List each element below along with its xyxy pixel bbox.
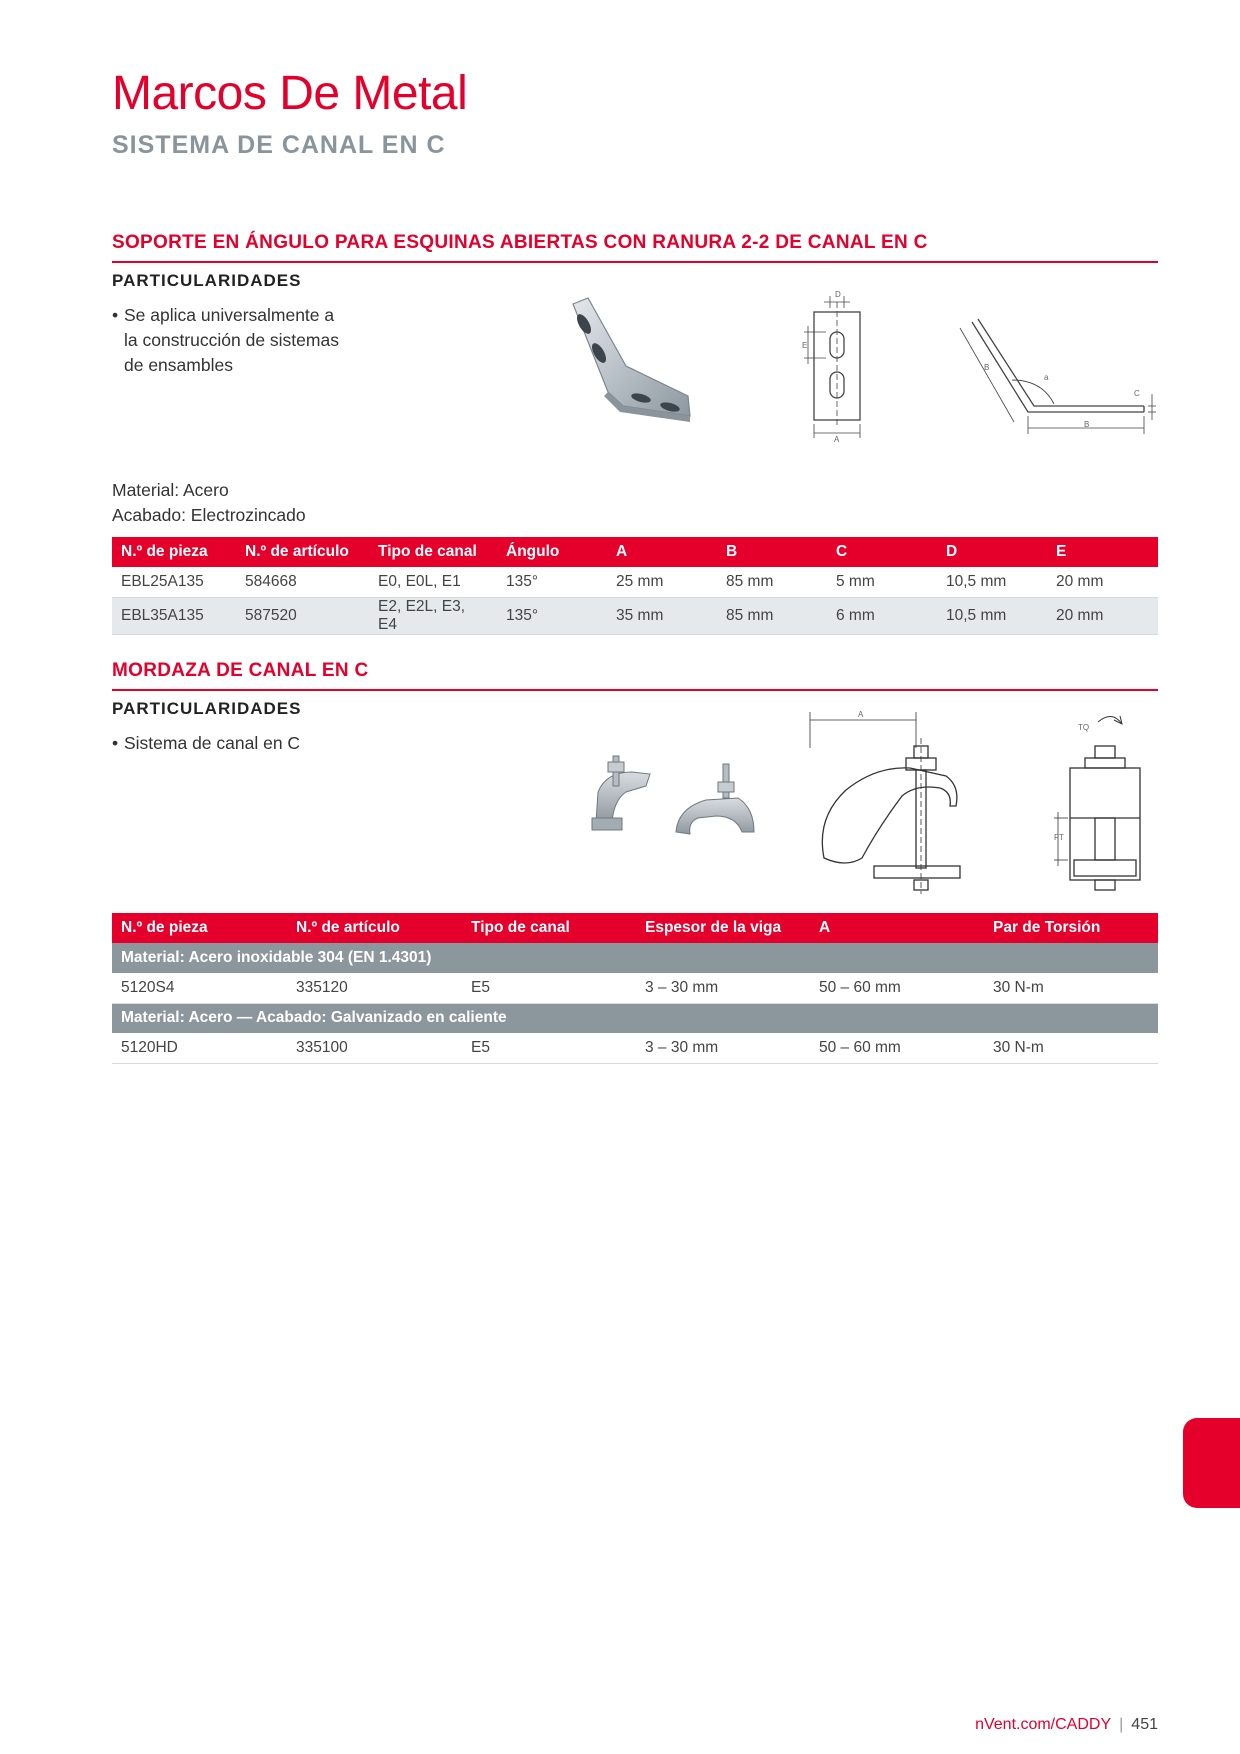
- table-cell: E5: [462, 1033, 636, 1063]
- angle-bracket-table: [112, 537, 1158, 635]
- col-header: B: [717, 537, 827, 567]
- beam-clamp-image: [586, 752, 766, 842]
- dim-label-b: B: [984, 363, 990, 372]
- table-cell: 3 – 30 mm: [636, 1033, 810, 1063]
- dim-label-d: D: [835, 290, 841, 299]
- table-row: [112, 973, 1158, 1003]
- material-line: Material: Acero: [112, 480, 229, 500]
- col-header: N.º de pieza: [112, 537, 236, 567]
- col-header: Espesor de la viga: [636, 913, 810, 943]
- bullet-line: de ensambles: [124, 355, 233, 375]
- material-group-label: Material: Acero — Acabado: Galvanizado en caliente: [112, 1003, 1158, 1033]
- table-cell: 85 mm: [717, 597, 827, 634]
- table-cell: 335120: [287, 973, 462, 1003]
- col-header: A: [607, 537, 717, 567]
- table-header-row: [112, 913, 1158, 943]
- table-cell: 20 mm: [1047, 567, 1158, 597]
- table-cell: E5: [462, 973, 636, 1003]
- dim-label-e: E: [802, 341, 808, 350]
- table-cell: EBL35A135: [112, 597, 236, 634]
- dim-label-a: A: [858, 710, 864, 719]
- table-cell: 3 – 30 mm: [636, 973, 810, 1003]
- table-cell: 10,5 mm: [937, 597, 1047, 634]
- table-cell: E0, E0L, E1: [369, 567, 497, 597]
- page-title: Marcos De Metal: [112, 67, 468, 120]
- dim-label-b2: B: [1084, 420, 1090, 429]
- table-row: [112, 1033, 1158, 1063]
- finish-line: Acabado: Electrozincado: [112, 505, 306, 525]
- table-cell: EBL25A135: [112, 567, 236, 597]
- table-cell: 587520: [236, 597, 369, 634]
- material-group-label: Material: Acero inoxidable 304 (EN 1.4301): [112, 943, 1158, 973]
- table-cell: 30 N-m: [984, 1033, 1158, 1063]
- table-cell: 50 – 60 mm: [810, 973, 984, 1003]
- page-number: 451: [1131, 1716, 1158, 1733]
- col-header: C: [827, 537, 937, 567]
- angle-bracket-image: [548, 296, 698, 431]
- material-group-row: [112, 1003, 1158, 1033]
- col-header: N.º de pieza: [112, 913, 287, 943]
- table-cell: 135°: [497, 567, 607, 597]
- page-subtitle: SISTEMA DE CANAL EN C: [112, 131, 446, 159]
- table-cell: 25 mm: [607, 567, 717, 597]
- feature-bullet: [112, 303, 339, 378]
- table-cell: 35 mm: [607, 597, 717, 634]
- table-cell: 85 mm: [717, 567, 827, 597]
- dim-label-angle: a: [1044, 373, 1049, 382]
- col-header: Par de Torsión: [984, 913, 1158, 943]
- dim-label-tq: TQ: [1078, 723, 1090, 732]
- table-row: [112, 597, 1158, 634]
- table-cell: E2, E2L, E3, E4: [369, 597, 497, 634]
- table-cell: 10,5 mm: [937, 567, 1047, 597]
- table-cell: 5 mm: [827, 567, 937, 597]
- dim-label-ft: FT: [1054, 833, 1064, 842]
- col-header: E: [1047, 537, 1158, 567]
- table-cell: 335100: [287, 1033, 462, 1063]
- footer-separator: |: [1119, 1716, 1124, 1733]
- col-header: N.º de artículo: [236, 537, 369, 567]
- features-heading: PARTICULARIDADES: [112, 271, 302, 290]
- angle-bracket-front-drawing: [796, 288, 886, 448]
- table-cell: 6 mm: [827, 597, 937, 634]
- dim-label-c: C: [1134, 389, 1140, 398]
- col-header: Tipo de canal: [462, 913, 636, 943]
- col-header: A: [810, 913, 984, 943]
- table-cell: 20 mm: [1047, 597, 1158, 634]
- beam-clamp-side-drawing: [806, 708, 966, 898]
- table-row: [112, 567, 1158, 597]
- angle-bracket-side-drawing: [950, 316, 1160, 446]
- col-header: D: [937, 537, 1047, 567]
- table-cell: 30 N-m: [984, 973, 1158, 1003]
- section-edge-tab: [1183, 1418, 1240, 1508]
- col-header: Ángulo: [497, 537, 607, 567]
- table-cell: 584668: [236, 567, 369, 597]
- col-header: Tipo de canal: [369, 537, 497, 567]
- table-header-row: [112, 537, 1158, 567]
- material-group-row: [112, 943, 1158, 973]
- section-title-angle-bracket: SOPORTE EN ÁNGULO PARA ESQUINAS ABIERTAS CON RANURA 2-2 DE CANAL EN C: [112, 231, 1158, 263]
- col-header: N.º de artículo: [287, 913, 462, 943]
- table-cell: 5120HD: [112, 1033, 287, 1063]
- dim-label-a: A: [834, 435, 840, 444]
- beam-clamp-table: [112, 913, 1158, 1064]
- table-cell: 5120S4: [112, 973, 287, 1003]
- table-cell: 135°: [497, 597, 607, 634]
- feature-bullet: • Sistema de canal en C: [112, 731, 300, 756]
- bullet-line: la construcción de sistemas: [124, 330, 339, 350]
- table-cell: 50 – 60 mm: [810, 1033, 984, 1063]
- beam-clamp-front-drawing: [1050, 708, 1160, 898]
- footer-url[interactable]: nVent.com/CADDY: [975, 1716, 1112, 1733]
- footer: [975, 1716, 1158, 1734]
- section-title-channel-clamp: MORDAZA DE CANAL EN C: [112, 659, 1158, 691]
- features-heading: PARTICULARIDADES: [112, 699, 302, 718]
- bullet-line: • Se aplica universalmente a: [124, 305, 335, 325]
